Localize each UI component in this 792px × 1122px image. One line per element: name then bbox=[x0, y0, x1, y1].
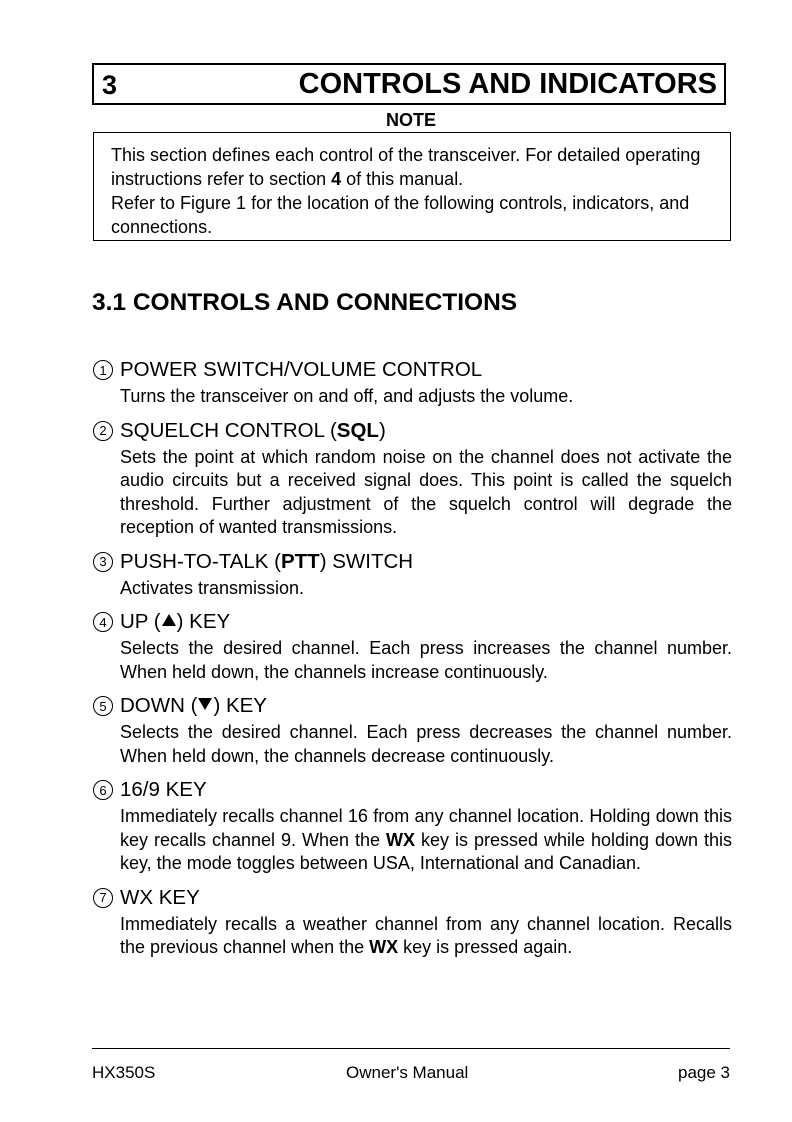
item-title: 2 SQUELCH CONTROL (SQL) bbox=[92, 418, 732, 444]
circled-number-icon: 2 bbox=[93, 421, 113, 441]
item-description: Immediately recalls a weather channel from any channel location. Recalls the previous channel when the WX key is pressed again. bbox=[120, 913, 732, 957]
circled-number-icon: 7 bbox=[93, 888, 113, 908]
list-item bbox=[92, 418, 732, 540]
footer-page-number: page 3 bbox=[678, 1063, 730, 1082]
item-title: 1 POWER SWITCH/VOLUME CONTROL bbox=[92, 357, 732, 383]
item-title: 4 UP ( ) KEY bbox=[92, 609, 732, 635]
item-title: 6 16/9 KEY bbox=[92, 777, 732, 803]
item-description: Selects the desired channel. Each press increases the channel number. When held down, the channels increase continuously. bbox=[120, 638, 732, 682]
circled-number-icon: 5 bbox=[93, 696, 113, 716]
circled-number-icon: 3 bbox=[93, 552, 113, 572]
item-description: Turns the transceiver on and off, and adjusts the volume. bbox=[120, 386, 574, 406]
down-triangle-icon bbox=[198, 698, 212, 710]
up-triangle-icon bbox=[162, 614, 176, 626]
item-description: Sets the point at which random noise on the channel does not activate the audio circuits but a received signal does. This point is called the squelch threshold. Further adjustment of the squelch control will degrade the reception of wanted transmissions. bbox=[120, 446, 732, 537]
item-description: Activates transmission. bbox=[120, 577, 305, 598]
item-title: 3 PUSH-TO-TALK (PTT) SWITCH bbox=[92, 549, 732, 575]
list-item bbox=[92, 693, 732, 768]
chapter-number: 3 bbox=[102, 70, 118, 100]
note-section-number: 4 bbox=[331, 169, 342, 189]
controls-list bbox=[92, 357, 732, 969]
list-item bbox=[92, 357, 732, 409]
list-item bbox=[92, 777, 732, 876]
section-heading: 3.1 CONTROLS AND CONNECTIONS bbox=[92, 289, 518, 316]
note-box bbox=[93, 132, 731, 241]
note-paragraph-2: Refer to Figure 1 for the location of the following controls, indicators, and connections. bbox=[111, 193, 690, 237]
item-description: Immediately recalls channel 16 from any channel location. Holding down this key recalls channel 9. When the WX key is pressed while holding down this key, the mode toggles between USA, International and Canadian. bbox=[120, 806, 732, 873]
circled-number-icon: 1 bbox=[93, 360, 113, 380]
note-paragraph-1: This section defines each control of the transceiver. For detailed operating instructions refer to section 4 of this manual. bbox=[111, 145, 701, 189]
item-description: Selects the desired channel. Each press decreases the channel number. When held down, the channels decrease continuously. bbox=[120, 722, 732, 766]
footer-divider bbox=[92, 1048, 730, 1049]
circled-number-icon: 6 bbox=[93, 780, 113, 800]
chapter-title: CONTROLS AND INDICATORS bbox=[298, 68, 717, 100]
list-item bbox=[92, 885, 732, 960]
item-title: 7 WX KEY bbox=[92, 885, 732, 911]
chapter-header bbox=[92, 63, 726, 105]
list-item bbox=[92, 549, 732, 601]
item-title: 5 DOWN ( ) KEY bbox=[92, 693, 732, 719]
circled-number-icon: 4 bbox=[93, 612, 113, 632]
footer-manual-title: Owner's Manual bbox=[346, 1063, 469, 1082]
note-label: NOTE bbox=[385, 110, 436, 130]
list-item bbox=[92, 609, 732, 684]
footer-model: HX350S bbox=[92, 1063, 156, 1082]
